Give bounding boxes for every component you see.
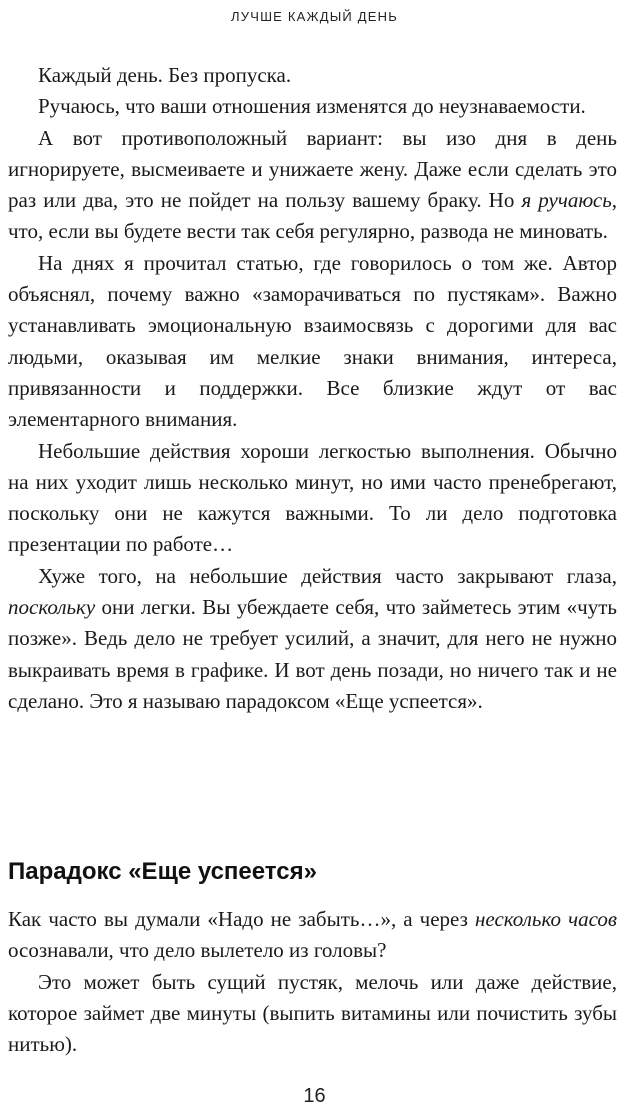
- emphasized-text: поскольку: [8, 595, 96, 620]
- section-text: [8, 904, 617, 1060]
- paragraph: Это может быть сущий пустяк, мелочь или даже действие, которое займет две минуты (выпить витамины или почистить зубы нитью).: [8, 969, 617, 1057]
- paragraph: [8, 123, 617, 248]
- paragraph-text: Как часто вы думали «Надо не забыть…», а через: [8, 907, 475, 931]
- emphasized-text: я ручаюсь: [521, 188, 612, 213]
- paragraph-text: Хуже того, на небольшие действия часто закрывают глаза,: [38, 563, 617, 588]
- paragraph: Небольшие действия хороши легкостью выполнения. Обычно на них уходит лишь несколько минут, но ими часто пренебрегают, поскольку они не кажутся важными. То ли дело подготовка презентации по работе…: [8, 438, 617, 557]
- main-text: [8, 60, 617, 717]
- running-header: ЛУЧШЕ КАЖДЫЙ ДЕНЬ: [231, 9, 398, 24]
- paragraph-text: , что, если вы будете вести так себя регулярно, развода не миновать.: [8, 188, 618, 244]
- paragraph-text: осознавали, что дело вылетело из головы?: [8, 938, 387, 963]
- paragraph: Каждый день. Без пропуска.: [38, 63, 292, 87]
- page-number: 16: [303, 1085, 326, 1107]
- section-heading: Парадокс «Еще успеется»: [8, 858, 317, 885]
- paragraph-text: А вот противоположный вариант: вы изо дня в день игнорируете, высмеиваете и унижаете жену. Даже если сделать это раз или два, это не пойдет на пользу вашему браку. Но: [8, 125, 617, 213]
- emphasized-text: несколько часов: [474, 907, 618, 931]
- paragraph: На днях я прочитал статью, где говорилось о том же. Автор объяснял, почему важно «заморачиваться по пустякам». Важно устанавливать эмоциональную взаимосвязь с дорогими для вас людьми, оказывая им мелкие знаки внимания, интереса, привязанности и поддержки. Все близкие ждут от вас элементарного внимания.: [8, 250, 617, 432]
- paragraph: [8, 561, 617, 717]
- paragraph: [8, 904, 617, 967]
- paragraph-text: они легки. Вы убеждаете себя, что займетесь этим «чуть позже». Ведь дело не требует усилий, а значит, для него не нужно выкраивать время в графике. И вот день позади, но ничего так и не сделано. Это я называю парадоксом «Еще успеется».: [8, 595, 617, 713]
- paragraph: Ручаюсь, что ваши отношения изменятся до неузнаваемости.: [38, 94, 586, 119]
